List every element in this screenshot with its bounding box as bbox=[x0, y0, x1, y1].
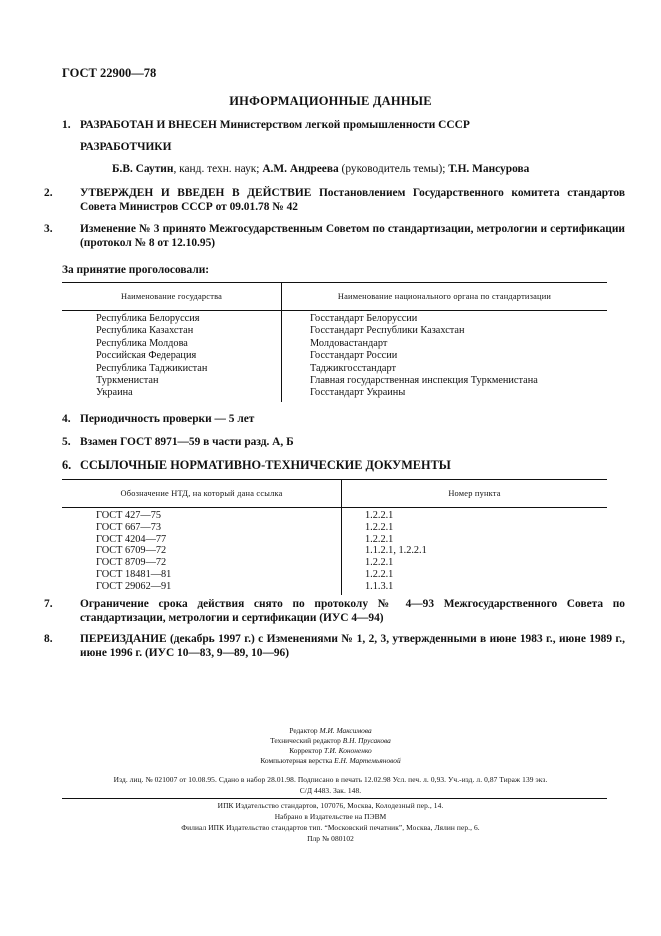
table-header-state: Наименование государства bbox=[120, 292, 223, 301]
staff-line bbox=[0, 746, 661, 756]
developer-role: , канд. техн. наук; bbox=[173, 163, 263, 175]
table-cell: Украина bbox=[96, 387, 133, 399]
item-3 bbox=[44, 223, 625, 250]
table-cell: ГОСТ 18481—81 bbox=[96, 569, 172, 580]
staff-role: Технический редактор bbox=[270, 736, 341, 745]
page-title: ИНФОРМАЦИОННЫЕ ДАННЫЕ bbox=[229, 94, 432, 108]
developer-name: Б.В. Саутин bbox=[112, 163, 174, 175]
table-cell: 1.2.2.1 bbox=[365, 569, 394, 580]
table-cell: 1.1.3.1 bbox=[365, 580, 394, 592]
table-cell: Молдовастандарт bbox=[310, 337, 388, 349]
editorial-staff bbox=[0, 726, 661, 766]
table-cell: ГОСТ 667—73 bbox=[96, 521, 162, 533]
table-top-rule bbox=[62, 479, 607, 480]
table-cell: Республика Таджикистан bbox=[96, 362, 208, 374]
developer-name: А.М. Андреева bbox=[262, 163, 339, 175]
developer-name: Т.Н. Мансурова bbox=[448, 163, 530, 175]
table-cell: Туркменистан bbox=[96, 375, 159, 386]
table-cell: 1.2.2.1 bbox=[365, 521, 394, 533]
table-cell: ГОСТ 6709—72 bbox=[96, 545, 167, 557]
developers-heading: РАЗРАБОТЧИКИ bbox=[80, 141, 172, 153]
item-1 bbox=[62, 119, 607, 133]
item-text: ССЫЛОЧНЫЕ НОРМАТИВНО-ТЕХНИЧЕСКИЕ ДОКУМЕНТЫ bbox=[80, 458, 451, 472]
item-text: Изменение № 3 принято Межгосударственным Советом по стандартизации, метрологии и сертификации (протокол № 8 от 12.10.95) bbox=[80, 223, 625, 249]
table-cell: Госстандарт Украины bbox=[310, 387, 406, 399]
staff-name: Е.Н. Мартемьяновой bbox=[334, 756, 401, 765]
publisher-line: Филиал ИПК Издательство стандартов тип. “Московский печатник”, Москва, Лялин пер., 6. bbox=[181, 823, 480, 832]
item-number: 2. bbox=[44, 187, 53, 199]
item-7 bbox=[44, 598, 625, 625]
table-column-divider bbox=[281, 310, 282, 402]
table-column-divider bbox=[341, 507, 342, 595]
table-header-clause: Номер пункта bbox=[448, 489, 501, 498]
table-cell: Таджикгосстандарт bbox=[310, 362, 397, 374]
item-text: УТВЕРЖДЕН И ВВЕДЕН В ДЕЙСТВИЕ Постановлением Государственного комитета стандартов Совета Министров СССР от 09.01.78 № 42 bbox=[80, 187, 625, 213]
table-cell: Республика Белоруссия bbox=[96, 313, 200, 324]
table-cell: 1.2.2.1 bbox=[365, 510, 394, 521]
license-line-1: Изд. лиц. № 021007 от 10.08.95. Сдано в набор 28.01.98. Подписано в печать 12.02.98 Усл. печ. л. 0,93. Уч.-изд. л. 0,87 Тираж 139 экз. bbox=[113, 775, 548, 784]
item-number: 5. bbox=[62, 436, 71, 448]
license-line-2: С/Д 4483. Зак. 148. bbox=[299, 786, 362, 795]
document-code: ГОСТ 22900—78 bbox=[62, 66, 157, 80]
item-number: 4. bbox=[62, 413, 71, 425]
voted-heading: За принятие проголосовали: bbox=[62, 264, 210, 276]
item-number: 8. bbox=[44, 633, 53, 645]
item-text: Периодичность проверки — 5 лет bbox=[80, 413, 255, 425]
item-6 bbox=[62, 459, 607, 473]
table-cell: ГОСТ 29062—91 bbox=[96, 580, 172, 592]
imprint-rule bbox=[62, 798, 607, 799]
table-cell: ГОСТ 427—75 bbox=[96, 510, 162, 521]
item-number: 3. bbox=[44, 223, 53, 235]
item-text: Ограничение срока действия снято по протоколу № 4—93 Межгосударственного Совета по стандартизации, метрологии и сертификации (ИУС 4—94) bbox=[80, 598, 625, 624]
staff-line bbox=[0, 736, 661, 746]
staff-line bbox=[0, 756, 661, 766]
item-number: 6. bbox=[62, 458, 72, 472]
table-header-rule bbox=[62, 507, 607, 508]
developer-role: (руководитель темы); bbox=[338, 163, 449, 175]
table-header-rule bbox=[62, 310, 607, 311]
table-cell: 1.2.2.1 bbox=[365, 557, 394, 569]
staff-role: Компьютерная верстка bbox=[260, 756, 333, 765]
staff-line bbox=[0, 726, 661, 736]
table-cell: ГОСТ 8709—72 bbox=[96, 557, 167, 569]
item-text: Взамен ГОСТ 8971—59 в части разд. А, Б bbox=[80, 436, 294, 448]
item-5 bbox=[62, 436, 607, 450]
staff-role: Редактор bbox=[289, 726, 318, 735]
publisher-line: Плр № 080102 bbox=[307, 834, 354, 843]
publisher-line: Набрано в Издательстве на ПЭВМ bbox=[274, 812, 387, 821]
table-cell: Госстандарт Республики Казахстан bbox=[310, 325, 465, 337]
table-cell: 1.2.2.1 bbox=[365, 533, 394, 545]
table-header-agency: Наименование национального органа по стандартизации bbox=[337, 292, 552, 301]
table-cell: Госстандарт Белоруссии bbox=[310, 313, 418, 324]
table-cell: ГОСТ 4204—77 bbox=[96, 533, 167, 545]
staff-role: Корректор bbox=[289, 746, 323, 755]
item-number: 1. bbox=[62, 119, 71, 131]
table-cell: Российская Федерация bbox=[96, 350, 197, 362]
staff-name: М.И. Максимова bbox=[319, 726, 372, 735]
staff-name: В.Н. Прусакова bbox=[342, 736, 391, 745]
table-cell: Главная государственная инспекция Туркменистана bbox=[310, 375, 538, 386]
item-2 bbox=[44, 187, 625, 214]
publisher-line: ИПК Издательство стандартов, 107076, Москва, Колодезный пер., 14. bbox=[217, 801, 444, 810]
item-text: РАЗРАБОТАН И ВНЕСЕН Министерством легкой промышленности СССР bbox=[80, 119, 470, 131]
table-header-reference: Обозначение НТД, на который дана ссылка bbox=[120, 489, 283, 498]
staff-name: Т.И. Кононенко bbox=[324, 746, 372, 755]
developers-list bbox=[112, 163, 612, 177]
item-text: ПЕРЕИЗДАНИЕ (декабрь 1997 г.) с Изменениями № 1, 2, 3, утвержденными в июне 1983 г., июне 1989 г., июне 1996 г. (ИУС 10—83, 9—89, 10—96) bbox=[80, 633, 625, 659]
table-cell: Республика Казахстан bbox=[96, 325, 194, 337]
item-8 bbox=[44, 633, 625, 660]
item-number: 7. bbox=[44, 598, 53, 610]
table-cell: Республика Молдова bbox=[96, 337, 188, 349]
item-4 bbox=[62, 413, 607, 427]
table-top-rule bbox=[62, 282, 607, 283]
table-cell: Госстандарт России bbox=[310, 350, 398, 362]
table-cell: 1.1.2.1, 1.2.2.1 bbox=[365, 545, 427, 557]
